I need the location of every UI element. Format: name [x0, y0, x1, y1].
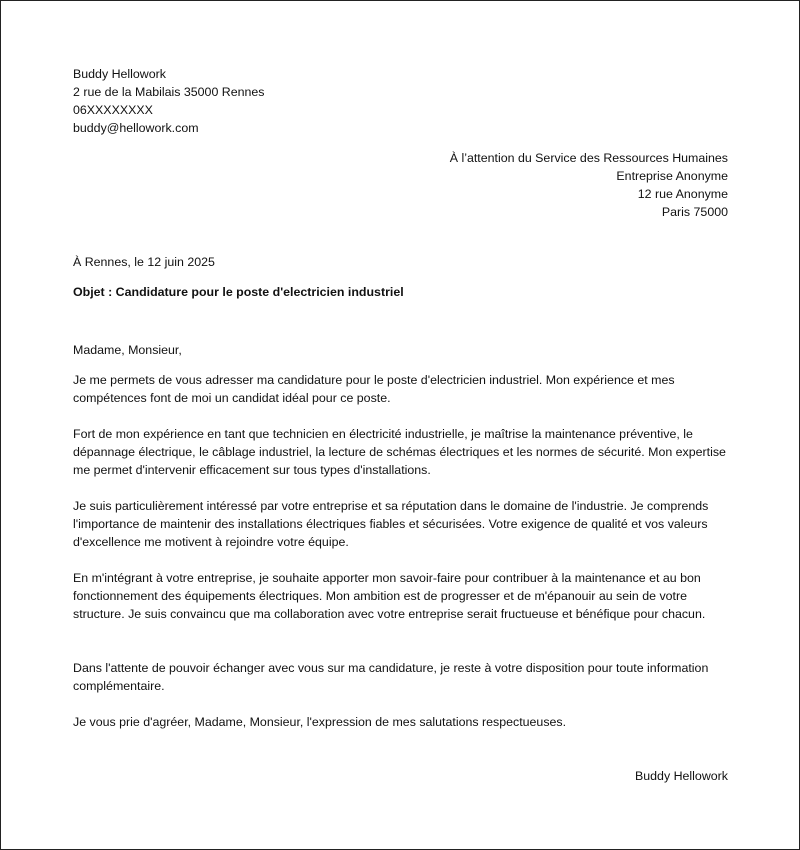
place-date: À Rennes, le 12 juin 2025 [73, 255, 215, 269]
paragraph-availability: Dans l'attente de pouvoir échanger avec vous sur ma candidature, je reste à votre disposition pour toute information complémentaire. [73, 661, 709, 693]
sender-phone: 06XXXXXXXX [73, 103, 153, 117]
recipient-company: Entreprise Anonyme [616, 169, 728, 183]
recipient-attention: À l’attention du Service des Ressources Humaines [449, 151, 728, 165]
paragraph-motivation: Je suis particulièrement intéressé par votre entreprise et sa réputation dans le domaine de l'industrie. Je comprends l'importance de maintenir des installations électriques fiables et sécurisées. Votre exigence de qualité et vos valeurs d'excellence me motivent à rejoindre votre équipe. [73, 499, 709, 549]
sender-block [73, 65, 728, 137]
recipient-block [73, 149, 728, 221]
sender-name: Buddy Hellowork [73, 67, 166, 81]
signature: Buddy Hellowork [635, 769, 728, 783]
recipient-street: 12 rue Anonyme [637, 187, 728, 201]
paragraph-closing: Je vous prie d'agréer, Madame, Monsieur, l'expression de mes salutations respectueuses. [73, 715, 567, 729]
recipient-city: Paris 75000 [661, 205, 728, 219]
salutation: Madame, Monsieur, [73, 343, 182, 357]
sender-email: buddy@hellowork.com [73, 121, 199, 135]
paragraph-contribution: En m'intégrant à votre entreprise, je souhaite apporter mon savoir-faire pour contribuer à la maintenance et au bon fonctionnement des équipements électriques. Mon ambition est de progresser et de m'épanouir au sein de votre structure. Je suis convaincu que ma collaboration avec votre entreprise serait fructueuse et bénéfique pour chacun. [73, 571, 706, 621]
paragraph-intro: Je me permets de vous adresser ma candidature pour le poste d'electricien industriel. Mon expérience et mes compétences font de moi un candidat idéal pour ce poste. [73, 373, 675, 405]
sender-address: 2 rue de la Mabilais 35000 Rennes [73, 85, 265, 99]
subject-line: Objet : Candidature pour le poste d'electricien industriel [73, 285, 404, 299]
paragraph-experience: Fort de mon expérience en tant que technicien en électricité industrielle, je maîtrise la maintenance préventive, le dépannage électrique, le câblage industriel, la lecture de schémas électriques et les normes de sécurité. Mon expertise me permet d'intervenir efficacement sur tous types d'installations. [73, 427, 726, 477]
